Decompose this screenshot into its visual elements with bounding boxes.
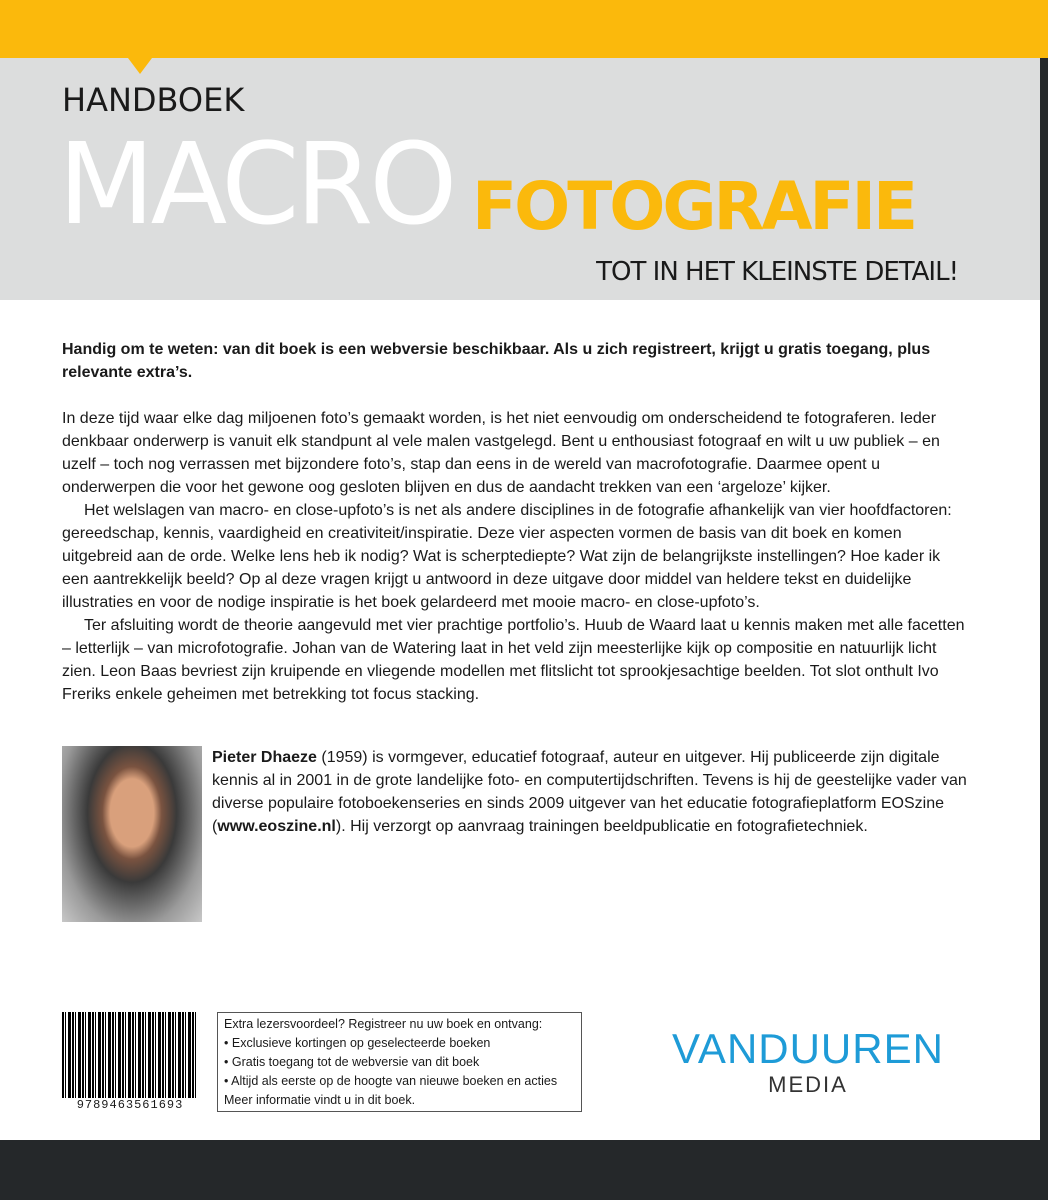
list-item: • Gratis toegang tot de webversie van dit boek: [224, 1053, 575, 1072]
author-section: [62, 746, 967, 922]
barcode: [62, 1012, 198, 1112]
paragraph: Het welslagen van macro- en close-upfoto’s is net als andere disciplines in de fotografie afhankelijk van vier hoofdfactoren: gereedschap, kennis, vaardigheid en creativiteit/inspiratie. Deze vier aspecten vormen de basis van dit boek en komen uitgebreid aan de orde. Welke lens heb ik nodig? Wat is scherptediepte? Wat zijn de belangrijkste instellingen? Hoe kader ik een aantrekkelijk beeld? Op al deze vragen krijgt u antwoord in deze uitgave door middel van heldere tekst en duidelijke illustraties en voor de nodige inspiratie is het boek gelardeerd met mooie macro- en close-upfoto’s.: [62, 502, 952, 611]
list-item: • Exclusieve kortingen op geselecteerde boeken: [224, 1034, 575, 1053]
publisher-sub: MEDIA: [768, 1072, 848, 1097]
publisher-name: VANDUUREN: [672, 1025, 944, 1072]
list-item: • Altijd als eerste op de hoogte van nieuwe boeken en acties: [224, 1072, 575, 1091]
top-yellow-band: [0, 0, 1048, 58]
bio-text: (1959) is vormgever, educatief fotograaf, auteur en uitgever. Hij publiceerde zijn digitale kennis al in 2001 in de grote landelijke foto- en computertijdschriften. Tevens is hij de geestelijke vader van diverse populaire fotoboekenseries en sinds 2009 uitgever van het educatie fotografieplatform EOSzine (: [212, 749, 967, 835]
barcode-bars: [62, 1012, 198, 1098]
bio-text: ). Hij verzorgt op aanvraag trainingen beeldpublicatie en fotografietechniek.: [335, 818, 868, 835]
publisher-logo: [672, 1026, 944, 1098]
tagline: TOT IN HET KLEINSTE DETAIL!: [596, 257, 958, 287]
series-label: HANDBOEK: [62, 81, 245, 119]
isbn-number: 9789463561693: [76, 1098, 184, 1112]
website-link[interactable]: www.eoszine.nl: [217, 818, 336, 835]
bottom-dark-band: [0, 1140, 1048, 1200]
main-content: [62, 338, 967, 922]
title-macro: MACRO: [58, 120, 454, 250]
title-fotografie: FOTOGRAFIE: [472, 168, 916, 245]
author-photo: [62, 746, 202, 922]
box-footer: Meer informatie vindt u in dit boek.: [224, 1093, 416, 1107]
lead-paragraph: Handig om te weten: van dit boek is een webversie beschikbaar. Als u zich registreert, krijgt u gratis toegang, plus relevante extra’s.: [62, 341, 931, 381]
reader-benefits-box: [217, 1012, 582, 1112]
box-heading: Extra lezersvoordeel? Registreer nu uw boek en ontvang:: [224, 1017, 543, 1031]
band-pointer: [128, 58, 152, 74]
blurb: [62, 338, 967, 706]
paragraph: Ter afsluiting wordt de theorie aangevuld met vier prachtige portfolio’s. Huub de Waard laat u kennis maken met alle facetten – letterlijk – van microfotografie. Johan van de Watering laat in het veld zijn meesterlijke kijk op compositie en natuurlijk licht zien. Leon Baas bevriest zijn kruipende en vliegende modellen met flitslicht tot sprookjesachtige beelden. Tot slot onthult Ivo Freriks enkele geheimen met betrekking tot focus stacking.: [62, 617, 965, 703]
author-name: Pieter Dhaeze: [212, 749, 317, 766]
paragraph: In deze tijd waar elke dag miljoenen foto’s gemaakt worden, is het niet eenvoudig om onderscheidend te fotograferen. Ieder denkbaar onderwerp is vanuit elk standpunt al vele malen vastgelegd. Bent u enthousiast fotograaf en wilt u uw publiek – en uzelf – toch nog verrassen met bijzondere foto’s, stap dan eens in de wereld van macrofotografie. Daarmee opent u onderwerpen die voor het gewone oog gesloten blijven en dus de aandacht trekken van een ‘argeloze’ kijker.: [62, 410, 940, 496]
author-bio: [212, 746, 967, 838]
right-edge: [1040, 58, 1048, 1148]
